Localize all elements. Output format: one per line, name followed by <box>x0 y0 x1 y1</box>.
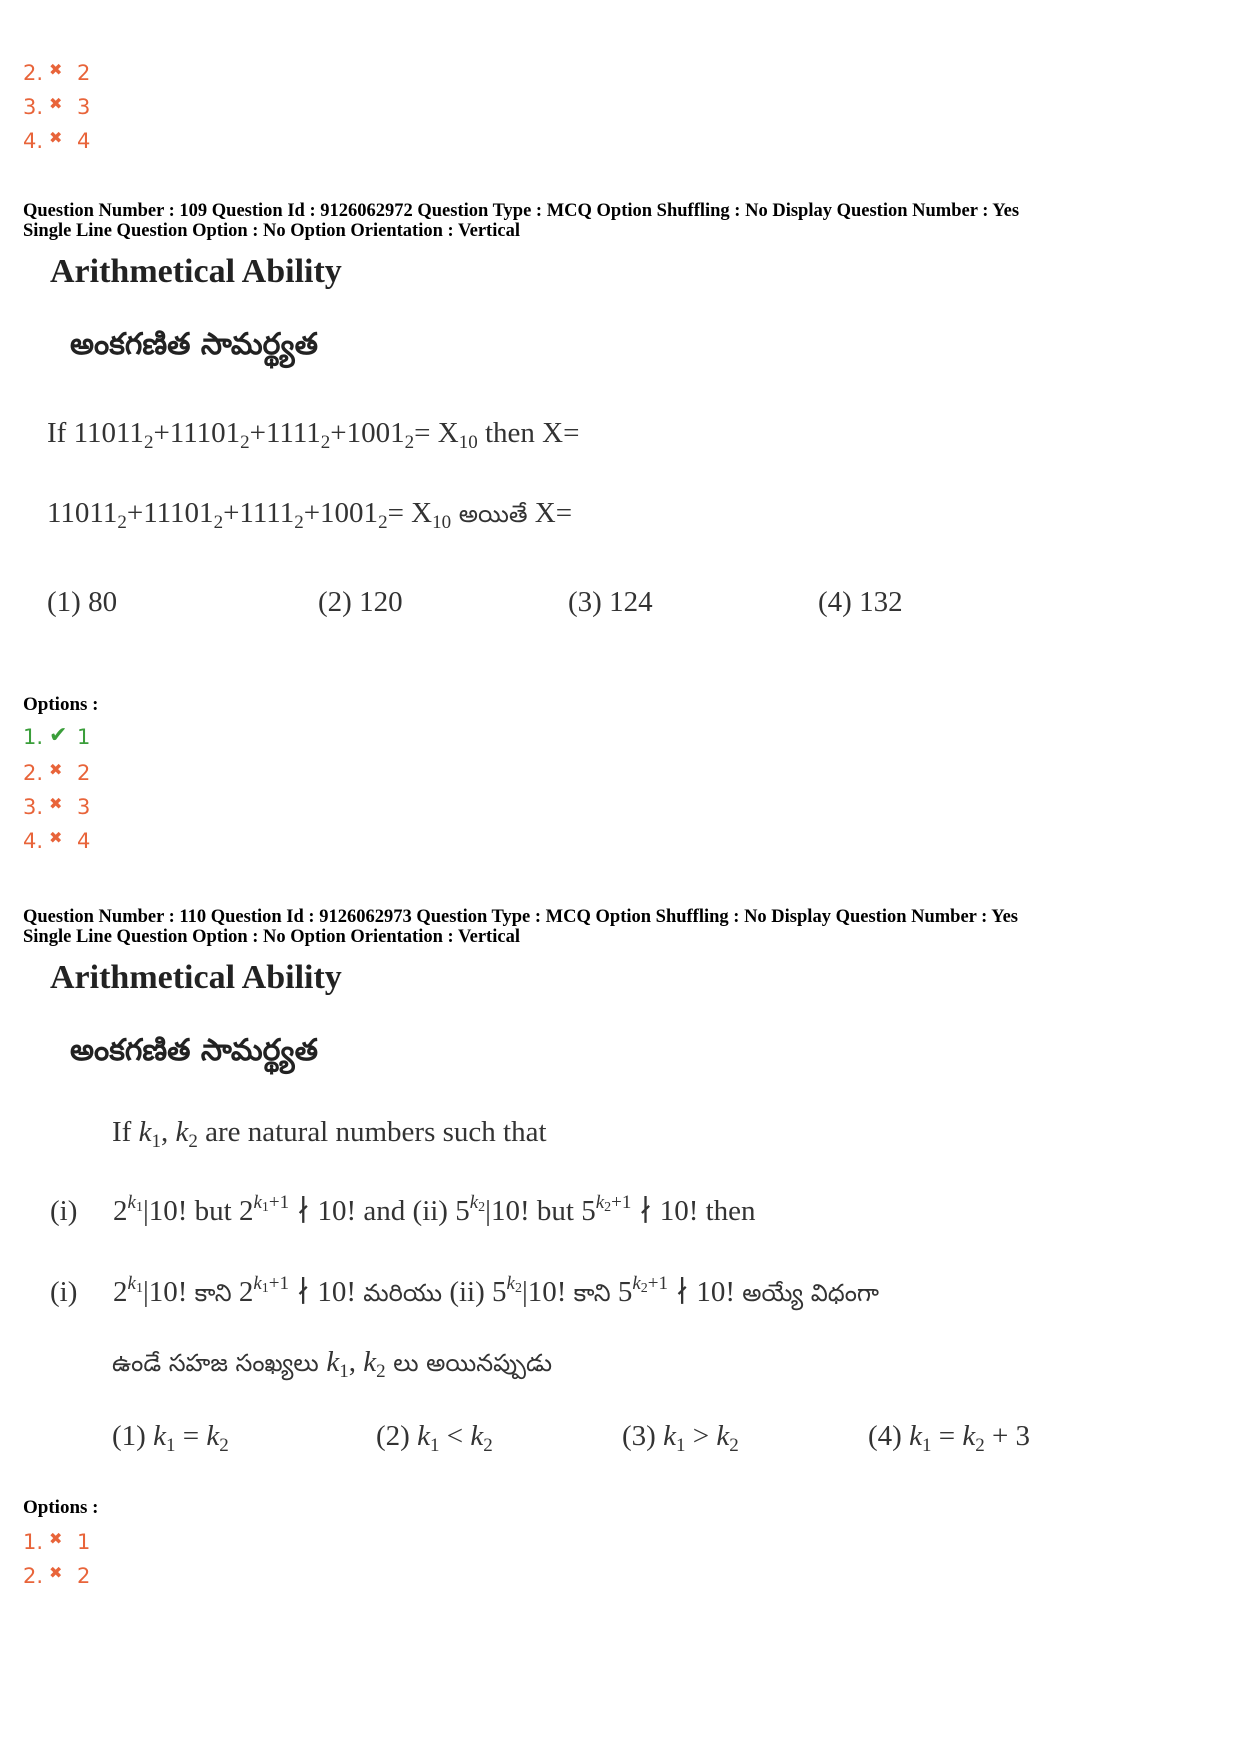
option-value: 3 <box>77 95 91 119</box>
subject-title-te: అంకగణిత సామర్థ్యత <box>70 327 318 362</box>
option-item[interactable] <box>23 89 90 119</box>
option-item[interactable] <box>23 1524 90 1554</box>
option-item[interactable] <box>23 823 90 853</box>
option-number: 2. <box>23 61 44 85</box>
option-number: 3. <box>23 95 44 119</box>
option-value: 2 <box>77 1564 91 1588</box>
option-item[interactable] <box>23 1558 90 1588</box>
option-item[interactable] <box>23 755 90 785</box>
cross-icon: ✖ <box>49 760 63 779</box>
option-number: 1. <box>23 1530 44 1554</box>
subject-title-en: Arithmetical Ability <box>50 959 342 996</box>
option-value: 1 <box>77 725 91 749</box>
condition-line-en: (i) $2^{k_1}|10$! but $2^{k_1+1}$ ∤ 10! and (ii) $5^{k_2}|10$! but $5^{k_2+1}$ ∤ 10! then <box>50 1192 756 1227</box>
cross-icon: ✖ <box>49 60 63 79</box>
question-meta-line2: Single Line Question Option : No Option Orientation : Vertical <box>23 927 520 947</box>
option-number: 2. <box>23 1564 44 1588</box>
option-item[interactable] <box>23 55 90 85</box>
answer-choice-3: (3) $k_1 > k_2$ <box>622 1420 739 1456</box>
check-icon: ✔ <box>49 723 68 748</box>
option-value: 2 <box>77 61 91 85</box>
answer-choice-3: (3) 124 <box>568 586 653 618</box>
options-label: Options : <box>23 694 99 715</box>
answer-choice-1: (1) $k_1 = k_2$ <box>112 1420 229 1456</box>
question-text-te: $11011_2+11101_2+1111_2+1001_2= X_{10}$ అయితే X= <box>47 497 573 533</box>
question-intro: If $k_1$, $k_2$ are natural numbers such that <box>112 1116 547 1152</box>
option-value: 4 <box>77 829 91 853</box>
cross-icon: ✖ <box>49 1563 63 1582</box>
answer-choice-2: (2) $k_1 < k_2$ <box>376 1420 493 1456</box>
condition-line-te-2: ఉండే సహజ సంఖ్యలు $k_1$, $k_2$ లు అయినప్పుడు <box>112 1346 553 1382</box>
subject-title-te: అంకగణిత సామర్థ్యత <box>70 1033 318 1068</box>
option-item[interactable] <box>23 789 90 819</box>
option-number: 4. <box>23 829 44 853</box>
question-meta-line2: Single Line Question Option : No Option Orientation : Vertical <box>23 221 520 241</box>
answer-choice-4: (4) 132 <box>818 586 903 618</box>
option-value: 1 <box>77 1530 91 1554</box>
question-meta-line1: Question Number : 109 Question Id : 9126062972 Question Type : MCQ Option Shuffling : No Display Question Number : Yes <box>23 201 1020 221</box>
option-number: 4. <box>23 129 44 153</box>
option-item[interactable] <box>23 123 90 153</box>
question-text-en: If $11011_2+11101_2+1111_2+1001_2= X_{10}$ then X= <box>47 417 580 453</box>
cross-icon: ✖ <box>49 794 63 813</box>
answer-choice-4: (4) $k_1 = k_2 + 3$ <box>868 1420 1031 1456</box>
condition-line-te: (i) $2^{k_1}|10$! కాని $2^{k_1+1}$ ∤ 10! మరియు (ii) $5^{k_2}|10$! కాని $5^{k_2+1}$ ∤ 10! అయ్యే విధంగా <box>50 1273 879 1308</box>
option-value: 3 <box>77 795 91 819</box>
answer-choice-2: (2) 120 <box>318 586 403 618</box>
option-number: 3. <box>23 795 44 819</box>
option-item[interactable] <box>23 721 90 751</box>
option-value: 2 <box>77 761 91 785</box>
option-value: 4 <box>77 129 91 153</box>
question-meta-line1: Question Number : 110 Question Id : 9126062973 Question Type : MCQ Option Shuffling : No Display Question Number : Yes <box>23 907 1018 927</box>
option-number: 2. <box>23 761 44 785</box>
cross-icon: ✖ <box>49 128 63 147</box>
options-label: Options : <box>23 1497 99 1518</box>
cross-icon: ✖ <box>49 828 63 847</box>
subject-title-en: Arithmetical Ability <box>50 253 342 290</box>
option-number: 1. <box>23 725 44 749</box>
answer-choice-1: (1) 80 <box>47 586 118 618</box>
cross-icon: ✖ <box>49 94 63 113</box>
cross-icon: ✖ <box>49 1529 63 1548</box>
